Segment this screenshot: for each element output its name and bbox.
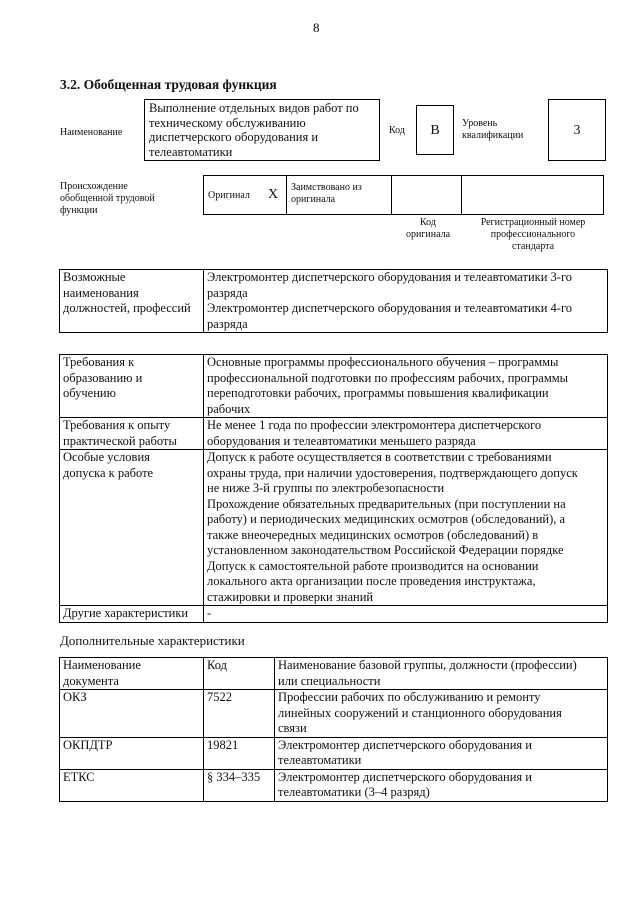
header-name: Наименование базовой группы, должности (профессии) или специальности bbox=[275, 658, 608, 690]
kod-label: Код bbox=[389, 125, 405, 136]
reg-nomer-label: Регистрационный номер профессионального стандарта bbox=[480, 217, 586, 252]
kod-originala-label: Код оригинала bbox=[405, 217, 451, 240]
divider bbox=[286, 176, 287, 214]
table-row bbox=[60, 606, 608, 623]
cell-name: Профессии рабочих по обслуживанию и ремонту линейных сооружений и станционного оборудования связи bbox=[275, 690, 608, 738]
original-label: Оригинал bbox=[208, 190, 250, 201]
cell-code: § 334–335 bbox=[204, 769, 275, 801]
requirement-label: Требования к образованию и обучению bbox=[60, 355, 204, 418]
header-code: Код bbox=[204, 658, 275, 690]
cell-doc: ЕТКС bbox=[60, 769, 204, 801]
cell-doc: ОКПДТР bbox=[60, 737, 204, 769]
cell-name: Электромонтер диспетчерского оборудования и телеавтоматики (3–4 разряд) bbox=[275, 769, 608, 801]
dop-table bbox=[59, 657, 608, 802]
requirement-value: Основные программы профессионального обучения – программы профессиональной подготовки по профессиям рабочих, программы переподготовки рабочих, программы повышения квалификации рабочих bbox=[204, 355, 608, 418]
page-number: 8 bbox=[313, 20, 320, 35]
requirement-label: Требования к опыту практической работы bbox=[60, 418, 204, 450]
section-title: 3.2. Обобщенная трудовая функция bbox=[60, 77, 277, 92]
table-header-row bbox=[60, 658, 608, 690]
table-row bbox=[60, 355, 608, 418]
original-mark: X bbox=[268, 187, 279, 202]
uroven-value: 3 bbox=[548, 99, 606, 161]
zaimstvovano-label: Заимствовано из оригинала bbox=[291, 182, 362, 205]
table-row bbox=[60, 418, 608, 450]
divider bbox=[391, 176, 392, 214]
origin-table bbox=[203, 175, 604, 215]
cell-name: Электромонтер диспетчерского оборудования и телеавтоматики bbox=[275, 737, 608, 769]
vozmozhnye-label: Возможные наименования должностей, профессий bbox=[60, 270, 204, 333]
kod-value: B bbox=[416, 105, 454, 155]
requirements-table bbox=[59, 354, 608, 623]
dop-title: Дополнительные характеристики bbox=[60, 633, 245, 648]
cell-code: 7522 bbox=[204, 690, 275, 738]
vozmozhnye-value: Электромонтер диспетчерского оборудования и телеавтоматики 3-го разряда Электромонтер диспетчерского оборудования и телеавтоматики 4-го разряда bbox=[204, 270, 608, 333]
table-row bbox=[60, 737, 608, 769]
naimenovanie-value: Выполнение отдельных видов работ по техническому обслуживанию диспетчерского оборудования и телеавтоматики bbox=[144, 99, 380, 161]
requirement-value: - bbox=[204, 606, 608, 623]
cell-doc: ОКЗ bbox=[60, 690, 204, 738]
header-doc: Наименование документа bbox=[60, 658, 204, 690]
table-row bbox=[60, 450, 608, 606]
requirement-label: Особые условия допуска к работе bbox=[60, 450, 204, 606]
divider bbox=[461, 176, 462, 214]
requirement-label: Другие характеристики bbox=[60, 606, 204, 623]
table-row bbox=[60, 690, 608, 738]
table-row bbox=[60, 769, 608, 801]
requirement-value: Допуск к работе осуществляется в соответствии с требованиями охраны труда, при наличии удостоверения, подтверждающего допуск не ниже 3-й группы по электробезопасности Прохождение обязательных предварительных (при поступлении на работу) и периодических медицинских осмотров (обследований), а также внеочередных медицинских осмотров (обследований) в установленном законодательством Российской Федерации порядке Допуск к самостоятельной работе производится на основании локального акта организации после проведения инструктажа, стажировки и проверки знаний bbox=[204, 450, 608, 606]
uroven-label: Уровень квалификации bbox=[462, 118, 524, 141]
requirement-value: Не менее 1 года по профессии электромонтера диспетчерского оборудования и телеавтоматики меньшего разряда bbox=[204, 418, 608, 450]
proiskhozhdenie-label: Происхождение обобщенной трудовой функции bbox=[60, 181, 155, 216]
naimenovanie-label: Наименование bbox=[60, 127, 123, 138]
vozmozhnye-table bbox=[59, 269, 608, 333]
cell-code: 19821 bbox=[204, 737, 275, 769]
